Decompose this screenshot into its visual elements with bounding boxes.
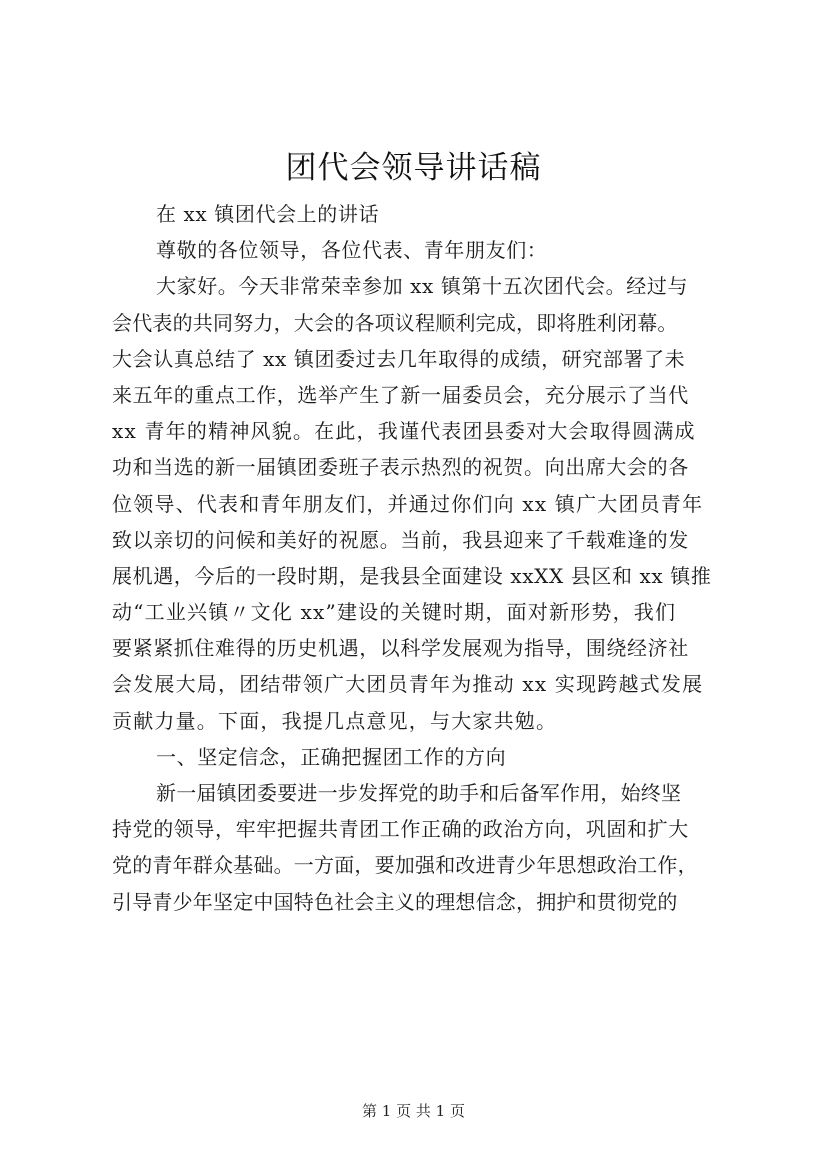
- page-number: 第 1 页 共 1 页: [362, 1102, 465, 1120]
- paragraph-line: 新一届镇团委要进一步发挥党的助手和后备军作用，始终坚: [156, 781, 682, 805]
- subtitle-line: 在 xx 镇团代会上的讲话: [156, 202, 380, 226]
- paragraph-line: xx 青年的精神风貌。在此，我谨代表团县委对大会取得圆满成: [112, 419, 696, 444]
- paragraph-line: 党的青年群众基础。一方面，要加强和改进青少年思想政治工作，: [112, 853, 698, 878]
- paragraph-line: 要紧紧抓住难得的历史机遇，以科学发展观为指导，围绕经济社: [112, 636, 689, 661]
- paragraph-line: 功和当选的新一届镇团委班子表示热烈的祝贺。向出席大会的各: [112, 455, 689, 480]
- paragraph-line: 展机遇，今后的一段时期，是我县全面建设 xxXX 县区和 xx 镇推: [112, 563, 712, 588]
- paragraph-line: 会发展大局，团结带领广大团员青年为推动 xx 实现跨越式发展: [112, 672, 704, 697]
- salutation-line: 尊敬的各位领导，各位代表、青年朋友们：: [156, 238, 548, 263]
- document-title: 团代会领导讲话稿: [285, 150, 542, 186]
- paragraph-line: 贡献力量。下面，我提几点意见，与大家共勉。: [112, 708, 558, 733]
- paragraph-line: 大会认真总结了 xx 镇团委过去几年取得的成绩，研究部署了未: [112, 346, 686, 371]
- section-heading: 一、坚定信念，正确把握团工作的方向: [156, 744, 507, 769]
- paragraph-line: 来五年的重点工作，选举产生了新一届委员会，充分展示了当代: [112, 382, 689, 407]
- paragraph-line: 会代表的共同努力，大会的各项议程顺利完成，即将胜利闭幕。: [112, 310, 678, 335]
- paragraph-line: 引导青少年坚定中国特色社会主义的理想信念，拥护和贯彻党的: [112, 889, 678, 914]
- paragraph-line: 位领导、代表和青年朋友们，并通过你们向 xx 镇广大团员青年: [112, 491, 704, 516]
- paragraph-line: 持党的领导，牢牢把握共青团工作正确的政治方向，巩固和扩大: [112, 817, 689, 842]
- paragraph-line: 致以亲切的问候和美好的祝愿。当前，我县迎来了千载难逢的发: [112, 527, 689, 552]
- paragraph-line: 大家好。今天非常荣幸参加 xx 镇第十五次团代会。经过与: [156, 274, 689, 299]
- paragraph-line: 动“工业兴镇〃文化 xx”建设的关键时期，面对新形势，我们: [112, 600, 677, 625]
- document-body: [112, 196, 752, 920]
